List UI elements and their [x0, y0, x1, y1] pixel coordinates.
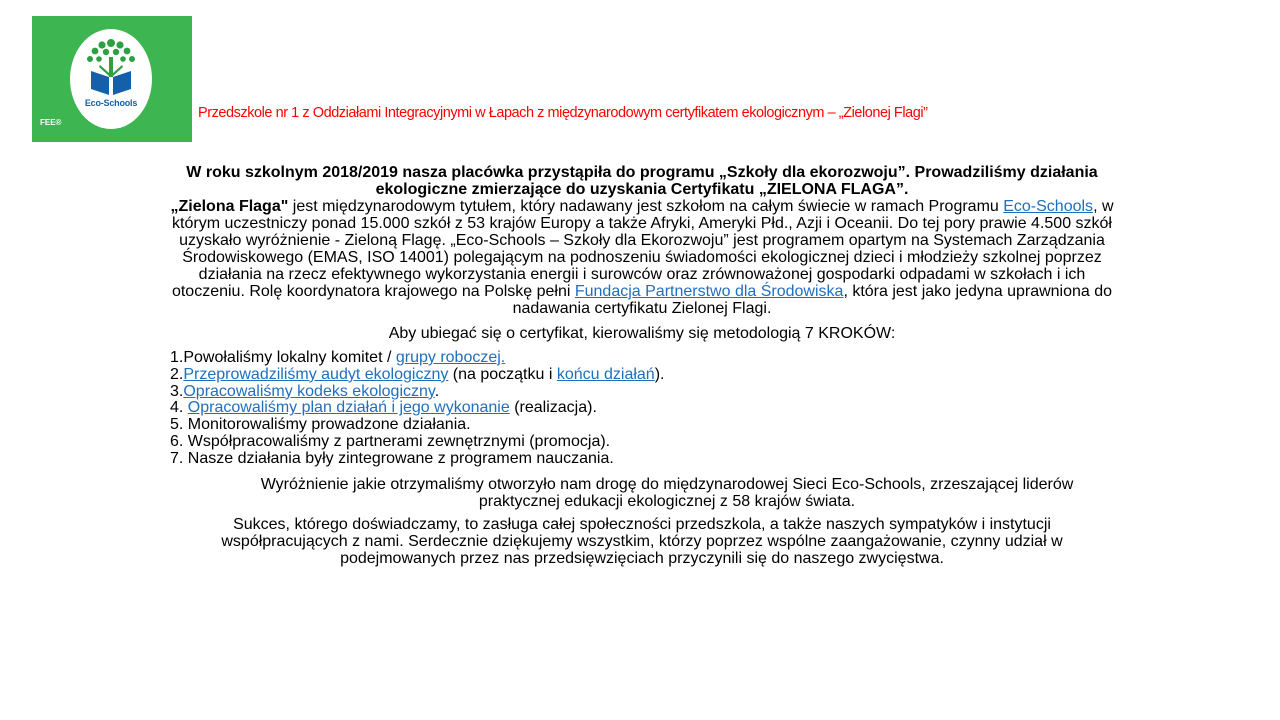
- program-text-2: , w którym uczestniczy ponad 15.000 szkół z 53 krajów Europy a także Afryki, Ameryki Płd., Azji i Oceanii. Do tej pory prawie 4.500 szkół uzyskało wyróżnienie - Zieloną Flagę. „Eco-Schools – Szkoły dla Ekorozwoju” jest programem opartym na Systemach Zarządzania Środowiskowego (EMAS, ISO 14001) polegającym na podnoszeniu świadomości ekologicznej dzieci i młodzieży szkolnej poprzez działania na rzecz efektywnego wykorzystania energii i surowców oraz zrównoważonej gospodarki odpadami w szkołach i ich otoczeniu. Rolę koordynatora krajowego na Polskę pełni: [171, 198, 1114, 300]
- fee-label: FEE®: [40, 118, 62, 127]
- program-paragraph: [170, 198, 1114, 317]
- list-item: 5. Monitorowaliśmy prowadzone działania.: [170, 416, 471, 434]
- intro-paragraph: W roku szkolnym 2018/2019 nasza placówka przystąpiła do programu „Szkoły dla ekorozwoju”. Prowadziliśmy działania ekologiczne zmierzające do uzyskania Certyfikatu „ZIELONA FLAGA”.: [186, 164, 1098, 198]
- list-item: 4. Opracowaliśmy plan działań i jego wykonanie (realizacja).: [170, 399, 597, 417]
- program-name: „Zielona Flaga": [170, 198, 289, 215]
- steps-list: [170, 350, 1114, 468]
- list-item: 3.Opracowaliśmy kodeks ekologiczny.: [170, 382, 440, 400]
- thanks-paragraph: Sukces, którego doświadczamy, to zasługa całej społeczności przedszkola, a także naszych sympatyków i instytucji współpracujących z nami. Serdecznie dziękujemy wszystkim, którzy poprzez wspólne zaangażowanie, czynny udział w podejmowanych przez nas przedsięwzięciach przyczynili się do naszego zwycięstwa.: [221, 515, 1063, 567]
- logo-text: Eco-Schools: [84, 98, 138, 108]
- audit-link[interactable]: Przeprowadziliśmy audyt ekologiczny: [183, 365, 449, 383]
- eco-code-link[interactable]: Opracowaliśmy kodeks ekologiczny: [183, 382, 435, 400]
- foundation-link[interactable]: Fundacja Partnerstwo dla Środowiska: [574, 283, 844, 300]
- program-text-1: jest międzynarodowym tytułem, który nadawany jest szkołom na całym świecie w ramach Programu: [288, 198, 1004, 215]
- method-line: Aby ubiegać się o certyfikat, kierowaliśmy się metodologią 7 KROKÓW:: [388, 325, 896, 342]
- tree-book-icon: [70, 29, 152, 129]
- list-item: 1.Powołaliśmy lokalny komitet / grupy roboczej.: [170, 349, 506, 366]
- logo-emblem: [70, 29, 152, 129]
- end-of-actions-link[interactable]: końcu działań: [556, 365, 655, 383]
- page-title: Przedszkole nr 1 z Oddziałami Integracyjnymi w Łapach z międzynarodowym certyfikatem ekologicznym – „Zielonej Flagi”: [198, 105, 928, 121]
- list-item: 6. Współpracowaliśmy z partnerami zewnętrznymi (promocja).: [170, 432, 611, 450]
- eco-schools-logo: [32, 16, 192, 142]
- list-item: 7. Nasze działania były zintegrowane z programem nauczania.: [170, 449, 614, 467]
- program-text-3: , która jest jako jedyna uprawniona do nadawania certyfikatu Zielonej Flagi.: [512, 283, 1113, 317]
- eco-schools-link[interactable]: Eco-Schools: [1003, 198, 1094, 215]
- main-content: [170, 164, 1114, 567]
- distinction-paragraph: Wyróżnienie jakie otrzymaliśmy otworzyło nam drogę do międzynarodowej Sieci Eco-Schools, zrzeszającej liderów praktycznej edukacji ekologicznej z 58 krajów świata.: [260, 475, 1074, 510]
- working-group-link[interactable]: grupy roboczej.: [395, 349, 506, 366]
- list-item: 2.Przeprowadziliśmy audyt ekologiczny (na początku i końcu działań).: [170, 365, 665, 383]
- action-plan-link[interactable]: Opracowaliśmy plan działań i jego wykonanie: [187, 399, 510, 417]
